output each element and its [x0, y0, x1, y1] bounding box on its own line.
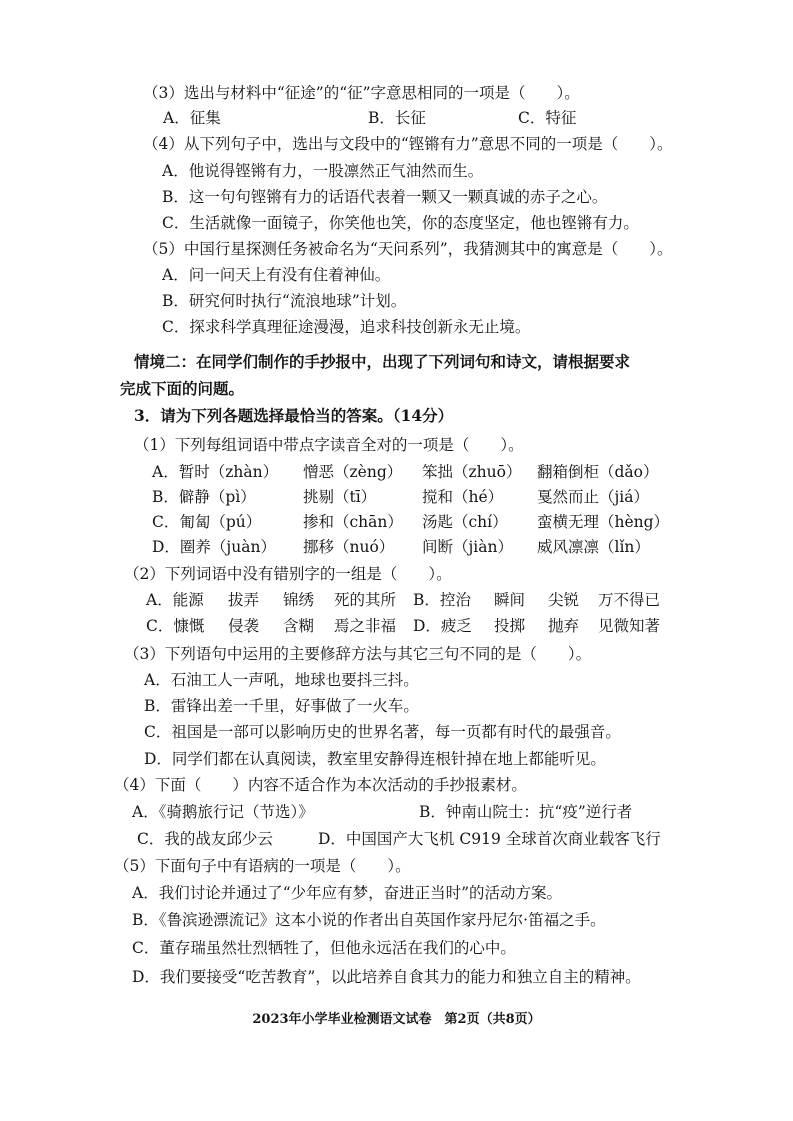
q3-1-a-1: A．暂时（zhàn）: [152, 463, 279, 481]
q3-title: 3．请为下列各题选择最恰当的答案。（14分）: [134, 406, 454, 425]
q3-4-stem: （4）下面（ ）内容不适合作为本次活动的手抄报素材。: [114, 776, 527, 794]
q3-1-b-2: 挑剔（tī）: [303, 488, 377, 506]
q2-4-option-b: B．这一句句铿锵有力的话语代表着一颗又一颗真诚的赤子之心。: [162, 188, 608, 206]
q3-5-option-a: A．我们讨论并通过了“少年应有梦，奋进正当时”的活动方案。: [132, 884, 563, 902]
q3-2-r1-6: 瞬间: [494, 591, 526, 609]
q3-2-r2-5: D．疲乏: [413, 617, 472, 635]
context2-line2: 完成下面的问题。: [120, 379, 245, 398]
q3-1-c-1: C．匍匐（pú）: [152, 513, 262, 531]
page-footer: 2023年小学毕业检测语文试卷 第2页（共8页）: [252, 1012, 541, 1027]
q3-2-r2-1: C．慷慨: [146, 617, 205, 635]
q3-1-d-3: 间断（jiàn）: [422, 538, 513, 556]
q3-2-r2-4: 焉之非福: [334, 617, 397, 635]
q3-1-b-3: 搅和（hé）: [422, 488, 504, 506]
q2-3-stem: （3）选出与材料中“征途”的“征”字意思相同的一项是（ ）。: [143, 84, 580, 102]
q2-3-option-c: C．特征: [518, 109, 577, 127]
q2-4-option-c: C．生活就像一面镜子，你笑他也笑，你的态度坚定，他也铿锵有力。: [162, 214, 639, 232]
q2-3-option-a: A．征集: [163, 109, 221, 127]
q3-2-r1-5: B．控治: [413, 591, 471, 609]
q3-2-r1-1: A．能源: [146, 591, 204, 609]
q3-3-option-c: C．祖国是一部可以影响历史的世界名著，每一页都有时代的最强音。: [144, 723, 621, 741]
q3-1-a-2: 憎恶（zèng）: [303, 463, 403, 481]
q3-3-option-d: D．同学们都在认真阅读，教室里安静得连根针掉在地上都能听见。: [144, 750, 606, 768]
q2-3-option-b: B．长征: [368, 109, 426, 127]
q2-5-option-a: A．问一问天上有没有住着神仙。: [162, 266, 391, 284]
q3-1-b-4: 戛然而止（jiá）: [537, 488, 650, 506]
q3-2-r2-2: 侵袭: [228, 617, 260, 635]
q2-4-stem: （4）从下列句子中，选出与文段中的“铿锵有力”意思不同的一项是（ ）。: [143, 135, 673, 153]
q3-1-d-4: 威风凛凛（lǐn）: [537, 538, 650, 556]
context2-line1: 情境二：在同学们制作的手抄报中，出现了下列词句和诗文，请根据要求: [134, 352, 631, 371]
q3-4-option-a: A．《骑鹅旅行记（节选）》: [132, 803, 314, 821]
q3-1-d-1: D．圈养（juàn）: [152, 538, 276, 556]
q3-4-option-c: C．我的战友邱少云: [137, 830, 273, 848]
q3-2-r1-3: 锦绣: [283, 591, 315, 609]
q3-2-r2-6: 投掷: [494, 617, 526, 635]
q3-1-a-4: 翻箱倒柜（dǎo）: [537, 463, 659, 481]
q3-5-stem: （5）下面句子中有语病的一项是（ ）。: [114, 857, 411, 875]
q3-5-option-d: D．我们要接受“吃苦教育”，以此培养自食其力的能力和独立自主的精神。: [132, 968, 641, 986]
q3-1-b-1: B．僻静（pì）: [152, 488, 256, 506]
q3-1-d-2: 挪移（nuó）: [303, 538, 395, 556]
q3-2-r1-8: 万不得已: [598, 591, 661, 609]
q3-5-option-c: C．董存瑞虽然壮烈牺牲了，但他永远活在我们的心中。: [132, 939, 516, 957]
q3-2-stem: （2）下列词语中没有错别字的一组是（ ）。: [124, 565, 452, 583]
q3-5-option-b: B．《鲁滨逊漂流记》这本小说的作者出自英国作家丹尼尔·笛福之手。: [132, 911, 606, 929]
q3-2-r1-4: 死的其所: [334, 591, 397, 609]
q3-4-option-b: B．钟南山院士：抗“疫”逆行者: [419, 803, 633, 821]
q3-3-option-b: B．雷锋出差一千里，好事做了一火车。: [144, 697, 419, 715]
q2-5-option-c: C．探求科学真理征途漫漫，追求科技创新永无止境。: [162, 318, 531, 336]
q2-5-option-b: B．研究何时执行“流浪地球”计划。: [162, 292, 407, 310]
q3-2-r1-7: 尖锐: [548, 591, 580, 609]
q3-1-c-4: 蛮横无理（hèng）: [537, 513, 670, 531]
q3-4-option-d: D．中国国产大飞机 C919 全球首次商业载客飞行: [318, 830, 661, 848]
q3-2-r2-8: 见微知著: [598, 617, 661, 635]
q3-1-stem: （1）下列每组词语中带点字读音全对的一项是（ ）。: [134, 436, 524, 454]
q2-4-option-a: A．他说得铿锵有力，一股凛然正气油然而生。: [162, 162, 484, 180]
q3-2-r1-2: 拔弄: [228, 591, 260, 609]
q3-2-r2-7: 抛弃: [548, 617, 580, 635]
q3-1-a-3: 笨拙（zhuō）: [422, 463, 522, 481]
q3-2-r2-3: 含糊: [283, 617, 315, 635]
q2-5-stem: （5）中国行星探测任务被命名为“天问系列”，我猜测其中的寓意是（ ）。: [143, 240, 673, 258]
q3-1-c-3: 汤匙（chí）: [422, 513, 508, 531]
q3-1-c-2: 掺和（chān）: [303, 513, 403, 531]
q3-3-stem: （3）下列语句中运用的主要修辞方法与其它三句不同的是（ ）。: [124, 645, 592, 663]
q3-3-option-a: A．石油工人一声吼，地球也要抖三抖。: [144, 671, 419, 689]
